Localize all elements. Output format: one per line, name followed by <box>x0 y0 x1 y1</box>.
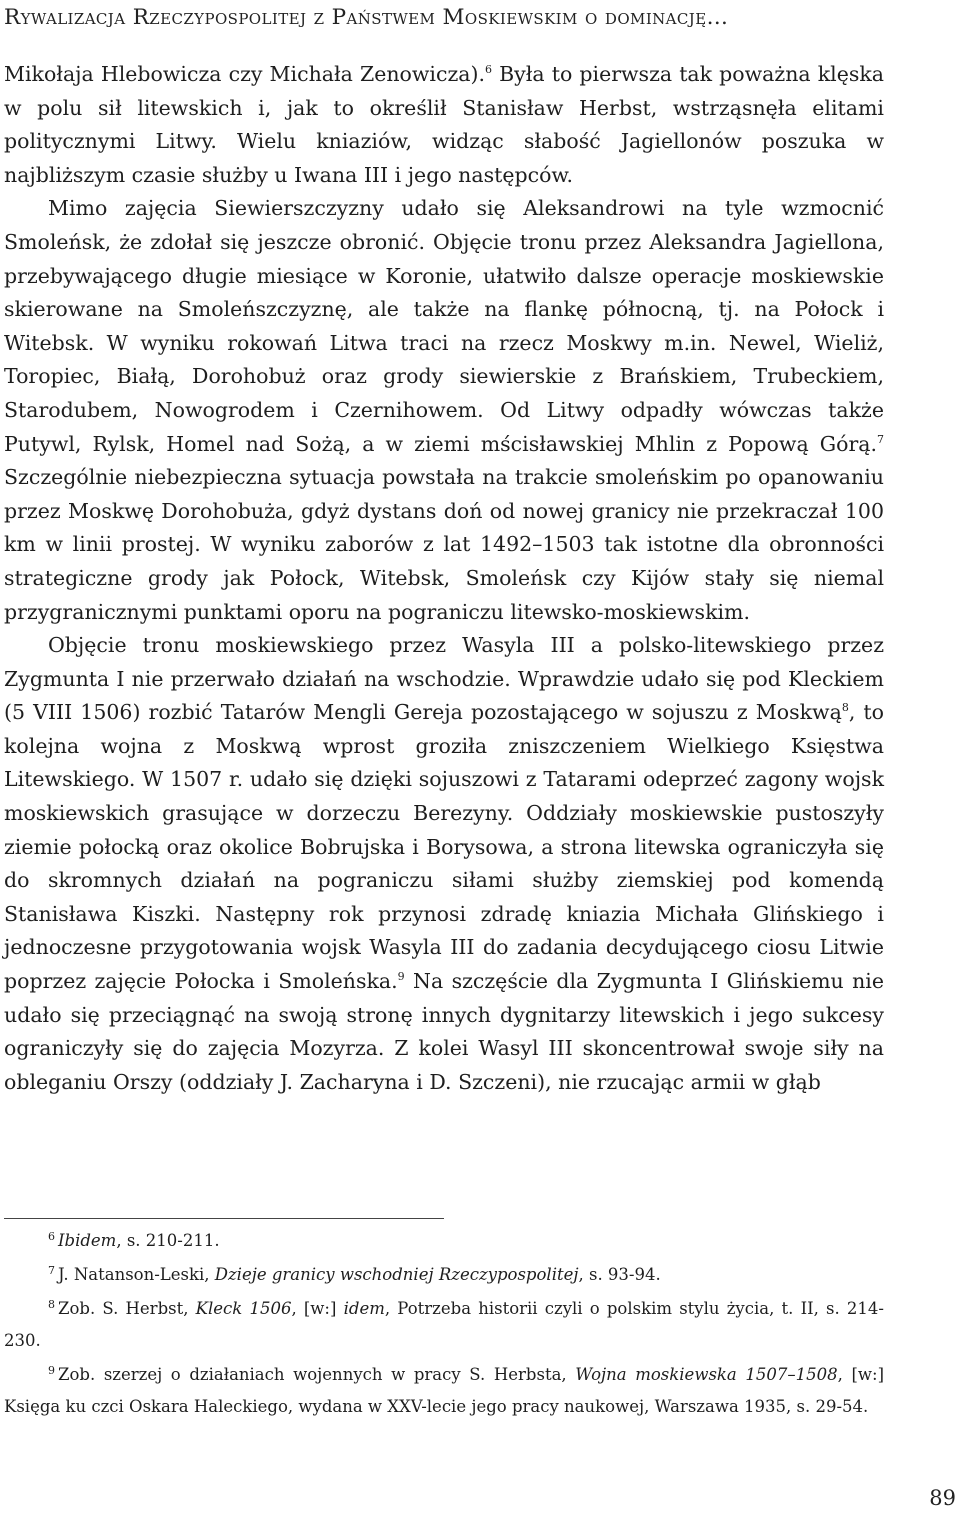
paragraph-2 <box>4 192 884 629</box>
paragraph-2-text-a: Mimo zajęcia Siewierszczyzny udało się Aleksandrowi na tyle wzmocnić Smoleńsk, że zdołał się jeszcze obronić. Objęcie tronu przez Aleksandra Jagiellona, przebywającego długie miesiące w Koronie, ułatwiło dalsze operacje moskiewskie skierowane na Smoleńszczyznę, ale także na flankę północną, tj. na Połock i Witebsk. W wyniku rokowań Litwa traci na rzecz Moskwy m.in. Newel, Wieliż, Toropiec, Białą, Dorohobuż oraz grody siewierskie z Brańskiem, Trubeckiem, Starodubem, Nowogrodem i Czernihowem. Od Litwy odpadły wówczas także Putywl, Rylsk, Homel nad Sożą, a w ziemi mścisławskiej Mhlin z Popową Górą. <box>4 196 884 456</box>
footnote-ref-6[interactable]: 6 <box>485 63 493 76</box>
paragraph-3-text-c: Na szczęście dla Zygmunta I Glińskiemu nie udało się przeciągnąć na swoją stronę innych dygnitarzy litewskich i jego sukcesy ograniczyły się do zajęcia Mozyrza. Z kolei Wasyl III skoncentrował swoje siły na obleganiu Orszy (oddziały J. Zacharyna i D. Szczeni), nie rzucając armii w głąb <box>4 969 884 1094</box>
footnote-italic-text: Dzieje granicy wschodniej Rzeczypospolitej <box>214 1265 579 1284</box>
footnote-text: , s. 210-211. <box>116 1231 220 1250</box>
paragraph-1-text-a: Mikołaja Hlebowicza czy Michała Zenowicza). <box>4 62 486 86</box>
footnote-text: , [w:] Księga ku czci Oskara Haleckiego, wydana w XXV-lecie jego pracy naukowej, Warszawa 1935, s. 29-54. <box>4 1365 885 1416</box>
footnote-7 <box>4 1259 884 1291</box>
footnote-italic-text: Wojna moskiewska 1507–1508 <box>575 1365 838 1384</box>
footnote-text: , s. 93-94. <box>578 1265 661 1284</box>
running-head: Rywalizacja Rzeczypospolitej z Państwem Moskiewskim o dominację… <box>4 5 729 30</box>
paragraph-2-text-b: Szczególnie niebezpieczna sytuacja powstała na trakcie smoleńskim po opanowaniu przez Moskwę Dorohobuża, gdyż dystans doń od nowej granicy nie przekraczał 100 km w linii prostej. W wyniku zaborów z lat 1492–1503 tak istotne dla obronności strategiczne grody jak Połock, Witebsk, Smoleńsk czy Kijów stały się niemal przygranicznymi punktami oporu na pograniczu litewsko-moskiewskim. <box>4 465 884 624</box>
paragraph-3-text-b: , to kolejna wojna z Moskwą wprost groziła zniszczeniem Wielkiego Księstwa Litewskiego. W 1507 r. udało się dzięki sojuszowi z Tatarami odeprzeć zagony wojsk moskiewskich grasujące w dorzeczu Berezyny. Oddziały moskiewskie pustoszyły ziemie połocką oraz okolice Bobrujska i Borysowa, a strona litewska ograniczyła się do skromnych działań na pograniczu siłami służby ziemskiej pod komendą Stanisława Kiszki. Następny rok przynosi zdradę kniazia Michała Glińskiego i jednoczesne przygotowania wojsk Wasyla III do zadania decydującego ciosu Litwie poprzez zajęcie Połocka i Smoleńska. <box>4 700 884 994</box>
paragraph-1 <box>4 58 884 192</box>
footnote-ref-8[interactable]: 8 <box>841 701 849 715</box>
footnote-6 <box>4 1225 884 1257</box>
paragraph-3-text-a: Objęcie tronu moskiewskiego przez Wasyla III a polsko-litewskiego przez Zygmunta I nie przerwało działań na wschodzie. Wprawdzie udało się pod Kleckiem (5 VIII 1506) rozbić Tatarów Mengli Gereja pozostającego w sojuszu z Moskwą <box>4 633 884 725</box>
footnote-text: , [w:] <box>291 1299 344 1318</box>
footnote-text: J. Natanson-Leski, <box>58 1265 215 1284</box>
page-number: 89 <box>929 1486 956 1510</box>
footnote-ref-9[interactable]: 9 <box>397 970 405 984</box>
footnote-italic-text: idem <box>343 1299 385 1318</box>
footnote-number: 9 <box>48 1364 55 1377</box>
footnote-8 <box>4 1293 884 1357</box>
footnote-number: 8 <box>48 1298 55 1311</box>
main-text <box>4 58 884 1099</box>
footnote-italic-text: Ibidem <box>58 1231 117 1250</box>
footnotes <box>4 1225 884 1425</box>
footnote-number: 7 <box>48 1264 55 1277</box>
footnote-number: 6 <box>48 1230 55 1243</box>
footnote-italic-text: Kleck 1506 <box>195 1299 292 1318</box>
footnote-9 <box>4 1359 884 1423</box>
footnote-ref-7[interactable]: 7 <box>877 432 884 446</box>
paragraph-1-text-b: Była to pierwsza tak poważna klęska w polu sił litewskich i, jak to określił Stanisław Herbst, wstrząsnęła elitami politycznymi Litwy. Wielu kniaziów, widząc słabość Jagiellonów poszuka w najbliższym czasie służby u Iwana III i jego następców. <box>4 62 885 187</box>
paragraph-3 <box>4 629 884 1099</box>
footnote-text: , Potrzeba historii czyli o polskim stylu życia, t. II, s. 214-230. <box>4 1299 884 1350</box>
footnote-text: Zob. S. Herbst, <box>58 1299 196 1318</box>
footnote-text: Zob. szerzej o działaniach wojennych w pracy S. Herbsta, <box>58 1365 576 1384</box>
footnote-separator <box>4 1218 444 1219</box>
